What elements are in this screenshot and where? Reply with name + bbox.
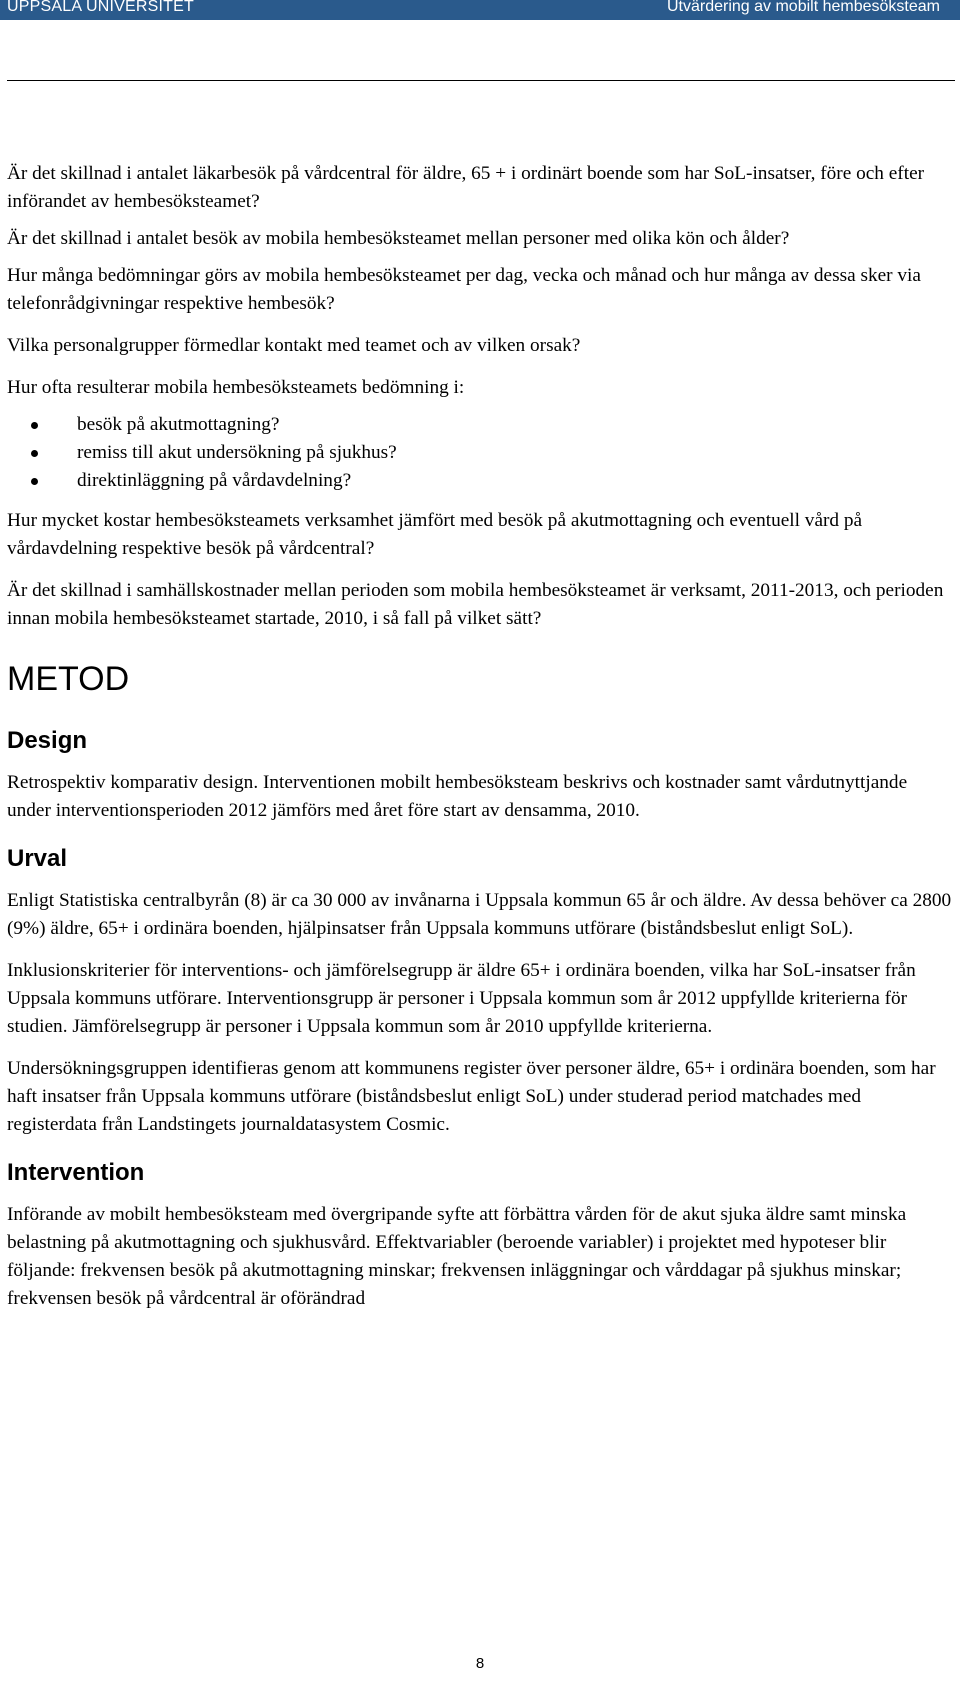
urval-paragraph-1: Enligt Statistiska centralbyrån (8) är ca 30 000 av invånarna i Uppsala kommun 65 år och äldre. Av dessa behöver ca 2800 (9%) äldre, 65+ i ordinära boenden, hjälpinsatser från Uppsala kommuns utförare (biståndsbeslut enligt SoL). <box>7 890 952 939</box>
header-divider <box>7 80 955 81</box>
question-5: Hur ofta resulterar mobila hembesöksteamets bedömning i: <box>7 377 465 398</box>
intervention-paragraph: Införande av mobilt hembesöksteam med övergripande syfte att förbättra vården för de akut sjuka äldre samt minska belastning på akutmottagning och sjukhusvård. Effektvariabler (beroende variabler) i projektet med hypoteser blir följande: frekvensen besök på akutmottagning minskar; frekvensen inläggningar och vårddagar på sjukhus minskar; frekvensen besök på vårdcentral är oförändrad <box>7 1204 907 1309</box>
design-paragraph: Retrospektiv komparativ design. Interventionen mobilt hembesöksteam beskrivs och kostnader samt vårdutnyttjande under interventionsperioden 2012 jämförs med året före start av densamma, 2010. <box>7 772 908 821</box>
list-item <box>7 439 952 467</box>
question-4: Vilka personalgrupper förmedlar kontakt med teamet och av vilken orsak? <box>7 335 581 356</box>
bullet-icon <box>31 450 38 457</box>
list-item-text: direktinläggning på vårdavdelning? <box>77 470 352 491</box>
list-item <box>7 467 952 495</box>
list-item <box>7 411 952 439</box>
question-1: Är det skillnad i antalet läkarbesök på vårdcentral för äldre, 65 + i ordinärt boende som har SoL-insatser, före och efter införandet av hembesöksteamet? <box>7 163 925 212</box>
bullet-icon <box>31 422 38 429</box>
page-header <box>0 0 960 30</box>
bullet-icon <box>31 478 38 485</box>
bullet-list <box>7 411 952 495</box>
urval-paragraph-2: Inklusionskriterier för interventions- och jämförelsegrupp är äldre 65+ i ordinära boenden, vilka har SoL-insatser från Uppsala kommuns utförare. Interventionsgrupp är personer i Uppsala kommun som år 2012 uppfyllde kriterierna för studien. Jämförelsegrupp är personer i Uppsala kommun som år 2010 uppfyllde kriterierna. <box>7 960 916 1037</box>
page-number: 8 <box>475 1655 485 1672</box>
document-body <box>7 160 952 1327</box>
header-document-title: Utvärdering av mobilt hembesöksteam <box>666 0 940 15</box>
header-university: UPPSALA UNIVERSITET <box>7 0 194 15</box>
urval-paragraph-3: Undersökningsgruppen identifieras genom att kommunens register över personer äldre, 65+ i ordinära boenden, som har haft insatser från Uppsala kommuns utförare (biståndsbeslut enligt SoL) under studerad period matchades med registerdata från Landstingets journaldatasystem Cosmic. <box>7 1058 936 1135</box>
section-heading-metod: METOD <box>7 660 130 698</box>
list-item-text: remiss till akut undersökning på sjukhus? <box>77 442 397 463</box>
question-2: Är det skillnad i antalet besök av mobila hembesöksteamet mellan personer med olika kön och ålder? <box>7 228 790 249</box>
question-6: Hur mycket kostar hembesöksteamets verksamhet jämfört med besök på akutmottagning och eventuell vård på vårdavdelning respektive besök på vårdcentral? <box>7 510 863 559</box>
subheading-urval: Urval <box>7 845 68 872</box>
subheading-intervention: Intervention <box>7 1159 145 1186</box>
question-7: Är det skillnad i samhällskostnader mellan perioden som mobila hembesöksteamet är verksamt, 2011-2013, och perioden innan mobila hembesöksteamet startade, 2010, i så fall på vilket sätt? <box>7 580 944 629</box>
subheading-design: Design <box>7 727 88 754</box>
question-3: Hur många bedömningar görs av mobila hembesöksteamet per dag, vecka och månad och hur många av dessa sker via telefonrådgivningar respektive hembesök? <box>7 265 921 314</box>
list-item-text: besök på akutmottagning? <box>77 414 280 435</box>
